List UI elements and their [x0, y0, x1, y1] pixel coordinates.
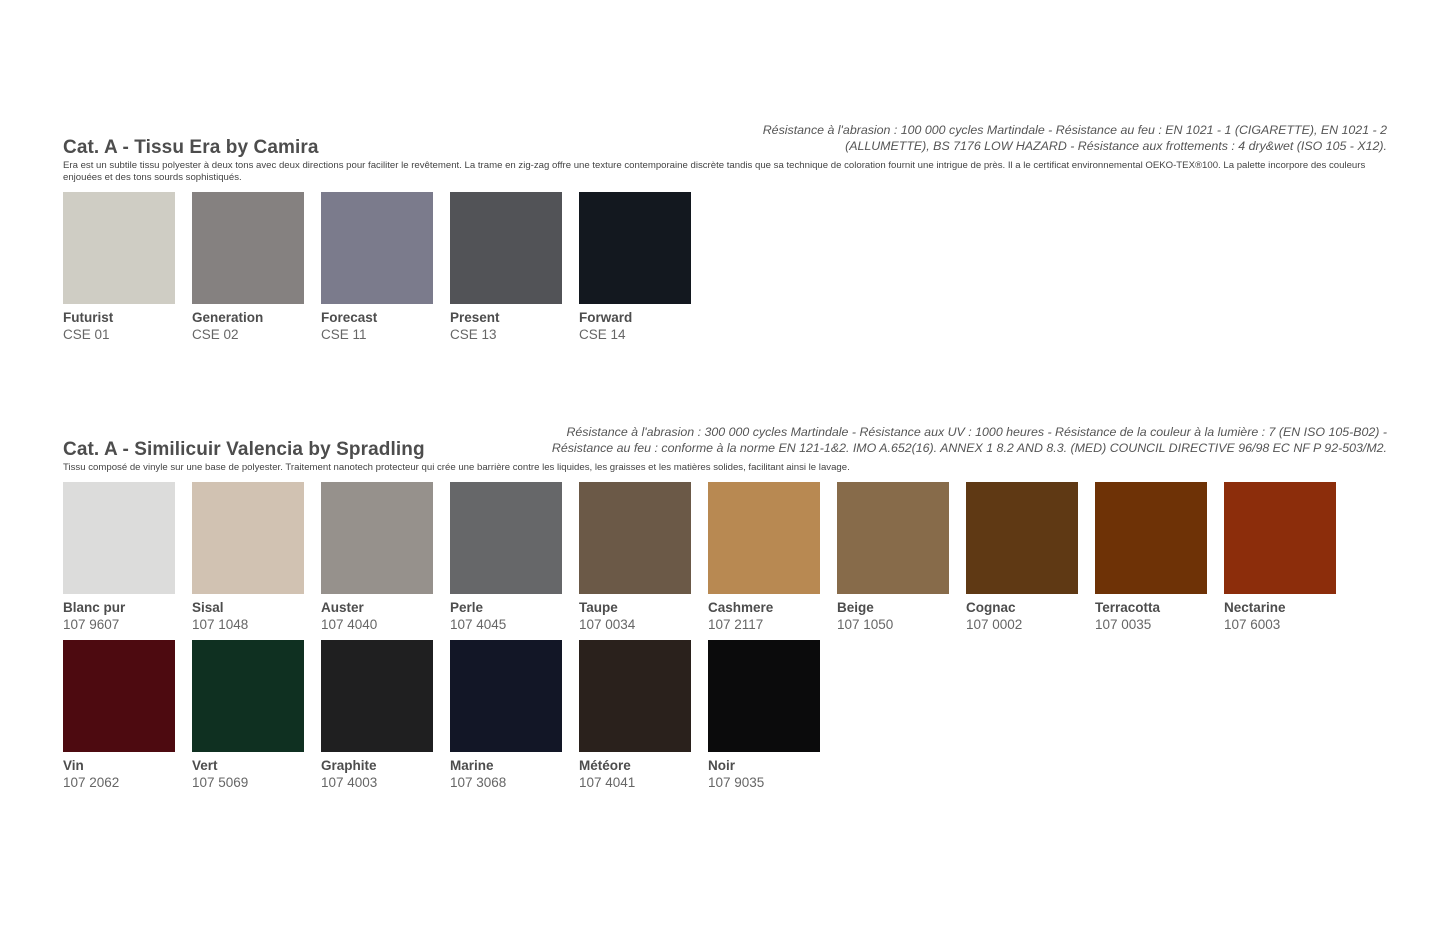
color-swatch[interactable] — [192, 482, 304, 594]
color-swatch[interactable] — [321, 482, 433, 594]
swatch-item[interactable] — [192, 482, 304, 633]
swatch-code: 107 2117 — [708, 617, 764, 632]
specs-line: Résistance à l'abrasion : 100 000 cycles Martindale - Résistance au feu : EN 1021 - 1 (CIGARETTE), EN 1021 - 2 — [762, 123, 1387, 137]
color-swatch[interactable] — [192, 640, 304, 752]
swatch-name: Cognac — [966, 600, 1016, 615]
swatch-code: 107 9607 — [63, 617, 120, 632]
swatch-item[interactable] — [192, 640, 304, 791]
swatch-name: Noir — [708, 758, 735, 773]
swatch-item[interactable] — [579, 192, 691, 343]
swatch-grid — [63, 482, 1387, 791]
swatch-name: Beige — [837, 600, 874, 615]
swatch-item[interactable] — [63, 192, 175, 343]
swatch-name: Taupe — [579, 600, 618, 615]
camira-section — [63, 122, 1387, 343]
color-swatch[interactable] — [1224, 482, 1336, 594]
swatch-item[interactable] — [450, 482, 562, 633]
swatch-name: Forecast — [321, 310, 378, 325]
swatch-code: 107 1048 — [192, 617, 249, 632]
specs-line: (ALLUMETTE), BS 7176 LOW HAZARD - Résistance aux frottements : 4 dry&wet (ISO 105 - X12). — [845, 139, 1387, 153]
color-swatch[interactable] — [63, 482, 175, 594]
swatch-code: 107 0002 — [966, 617, 1023, 632]
swatch-name: Vin — [63, 758, 84, 773]
swatch-item[interactable] — [63, 482, 175, 633]
specs-line: Résistance à l'abrasion : 300 000 cycles Martindale - Résistance aux UV : 1000 heures - Résistance de la couleur à la lumière : 7 (EN ISO 105-B02) - — [566, 425, 1387, 439]
swatch-item[interactable] — [966, 482, 1078, 633]
color-swatch[interactable] — [837, 482, 949, 594]
swatch-code: 107 0034 — [579, 617, 636, 632]
swatch-name: Blanc pur — [63, 600, 126, 615]
color-swatch[interactable] — [321, 192, 433, 304]
section-description: Tissu composé de vinyle sur une base de polyester. Traitement nanotech protecteur qui crée une barrière contre les liquides, les graisses et les matières solides, facilitant ainsi le lavage. — [63, 462, 850, 473]
color-swatch[interactable] — [450, 482, 562, 594]
specs-line: Résistance au feu : conforme à la norme EN 121-1&2. IMO A.652(16). ANNEX 1 8.2 AND 8.3. (MED) COUNCIL DIRECTIVE 96/98 EC NF P 92-503/M2. — [551, 441, 1387, 455]
swatch-name: Météore — [579, 758, 631, 773]
swatch-code: 107 4040 — [321, 617, 378, 632]
color-swatch[interactable] — [450, 192, 562, 304]
color-swatch[interactable] — [321, 640, 433, 752]
swatch-code: 107 4003 — [321, 775, 378, 790]
swatch-code: 107 3068 — [450, 775, 507, 790]
swatch-code: CSE 11 — [321, 327, 367, 342]
color-swatch[interactable] — [708, 640, 820, 752]
swatch-item[interactable] — [579, 640, 691, 791]
swatch-item[interactable] — [837, 482, 949, 633]
technical-specs — [687, 122, 1387, 154]
color-swatch[interactable] — [579, 482, 691, 594]
color-swatch[interactable] — [63, 192, 175, 304]
spradling-header — [63, 424, 1387, 462]
swatch-code: CSE 02 — [192, 327, 239, 342]
swatch-item[interactable] — [1095, 482, 1207, 633]
color-swatch[interactable] — [579, 192, 691, 304]
swatch-name: Perle — [450, 600, 484, 615]
section-title: Cat. A - Tissu Era by Camira — [63, 137, 319, 158]
swatch-item[interactable] — [321, 640, 433, 791]
swatch-name: Terracotta — [1095, 600, 1161, 615]
swatch-item[interactable] — [192, 192, 304, 343]
technical-specs — [507, 424, 1387, 456]
swatch-item[interactable] — [450, 192, 562, 343]
swatch-item[interactable] — [321, 192, 433, 343]
swatch-code: 107 4041 — [579, 775, 636, 790]
swatch-grid — [63, 192, 1387, 343]
swatch-item[interactable] — [321, 482, 433, 633]
color-swatch[interactable] — [579, 640, 691, 752]
swatch-code: CSE 01 — [63, 327, 110, 342]
swatch-item[interactable] — [579, 482, 691, 633]
swatch-name: Vert — [192, 758, 218, 773]
swatch-name: Sisal — [192, 600, 224, 615]
color-swatch[interactable] — [450, 640, 562, 752]
swatch-item[interactable] — [708, 482, 820, 633]
swatch-code: CSE 14 — [579, 327, 626, 342]
swatch-name: Futurist — [63, 310, 114, 325]
swatch-name: Auster — [321, 600, 364, 615]
section-title: Cat. A - Similicuir Valencia by Spradling — [63, 439, 425, 460]
swatch-name: Marine — [450, 758, 494, 773]
swatch-name: Forward — [579, 310, 633, 325]
swatch-item[interactable] — [63, 640, 175, 791]
swatch-code: 107 0035 — [1095, 617, 1152, 632]
swatch-item[interactable] — [708, 640, 820, 791]
swatch-code: 107 5069 — [192, 775, 249, 790]
spradling-section — [63, 424, 1387, 791]
swatch-name: Present — [450, 310, 500, 325]
section-description: Era est un subtile tissu polyester à deux tons avec deux directions pour faciliter le revêtement. La trame en zig-zag offre une texture contemporaine discrète tandis que sa technique de coloration fournit une intrigue de près. Il a le certificat environnemental OEKO-TEX®100. La palette incorpore des couleurs enjouées et des tons sourds sophistiqués. — [63, 160, 1366, 183]
swatch-name: Cashmere — [708, 600, 774, 615]
swatch-code: 107 9035 — [708, 775, 765, 790]
color-swatch[interactable] — [63, 640, 175, 752]
color-swatch[interactable] — [1095, 482, 1207, 594]
color-swatch[interactable] — [966, 482, 1078, 594]
swatch-name: Generation — [192, 310, 264, 325]
color-swatch[interactable] — [708, 482, 820, 594]
swatch-code: CSE 13 — [450, 327, 497, 342]
swatch-item[interactable] — [450, 640, 562, 791]
swatch-code: 107 6003 — [1224, 617, 1281, 632]
swatch-name: Nectarine — [1224, 600, 1286, 615]
swatch-code: 107 4045 — [450, 617, 507, 632]
color-swatch[interactable] — [192, 192, 304, 304]
swatch-item[interactable] — [1224, 482, 1336, 633]
swatch-name: Graphite — [321, 758, 377, 773]
swatch-code: 107 2062 — [63, 775, 120, 790]
camira-header — [63, 122, 1387, 160]
swatch-code: 107 1050 — [837, 617, 894, 632]
